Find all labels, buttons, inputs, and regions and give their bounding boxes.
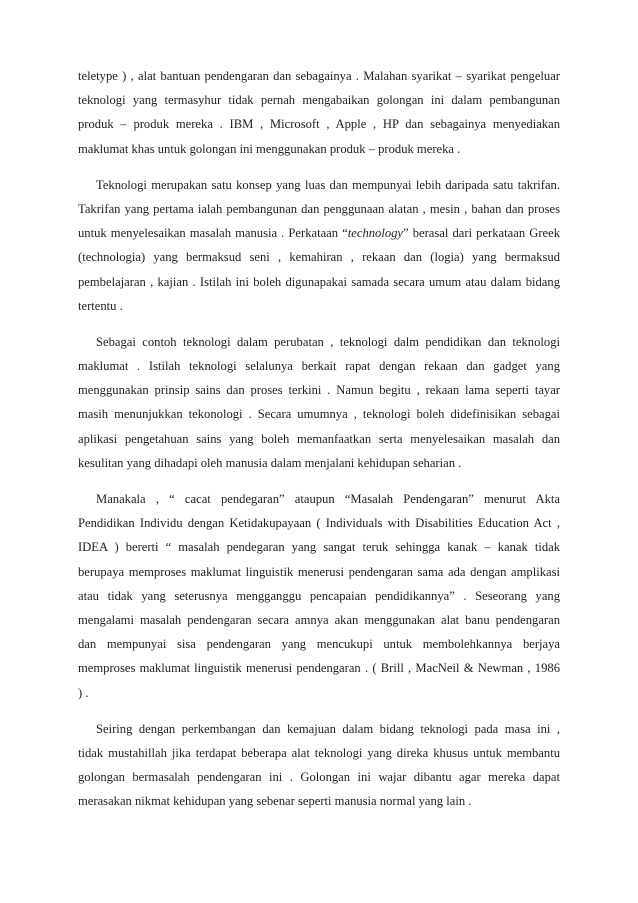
paragraph-line: aplikasi pengetahuan sains yang boleh memanfaatkan serta menyelesaikan masalah dan [78,431,560,446]
paragraph-line: menggunakan prinsip sains dan proses terkini . Namun begitu , rekaan lama seperti tayar [78,383,560,398]
paragraph-line: Seiring dengan perkembangan dan kemajuan dalam bidang teknologi pada masa ini , [96,721,560,736]
paragraph-line: Teknologi merupakan satu konsep yang luas dan mempunyai lebih daripada satu takrifan. [96,177,560,192]
paragraph-line: atau tidak yang seterusnya mengganggu pencapaian pendidikannya” . Seseorang yang [78,588,560,603]
paragraph-line: tidak mustahillah jika terdapat beberapa alat teknologi yang direka khusus untuk membantu [78,745,560,760]
line-text-after: ” berasal dari perkataan Greek [403,226,560,241]
paragraph-line: dan mempunyai sisa pendengaran yang mencukupi untuk membolehkannya berjaya [78,637,560,652]
paragraph-5 [78,717,560,814]
paragraph-line: maklumat . Istilah teknologi selalunya berkait rapat dengan rekaan dan gadget yang [78,359,560,374]
paragraph-line: tertentu . [78,298,123,313]
paragraph-line: maklumat khas untuk golongan ini menggunakan produk – produk mereka . [78,141,461,156]
paragraph-line: teknologi yang termasyhur tidak pernah mengabaikan golongan ini dalam pembangunan [78,93,560,108]
body-text [78,64,560,824]
paragraph-line: produk – produk mereka . IBM , Microsoft , Apple , HP dan sebagainya menyediakan [78,117,560,132]
paragraph-3 [78,330,560,475]
paragraph-line: Manakala , “ cacat pendegaran” ataupun “Masalah Pendengaran” menurut Akta [96,492,560,506]
paragraph-2 [78,173,560,318]
paragraph-line: Sebagai contoh teknologi dalam perubatan , teknologi dalm pendidikan dan teknologi [96,334,560,349]
paragraph-line: berupaya memproses maklumat linguistik menerusi pendengaran sama ada dengan amplikasi [78,564,560,579]
paragraph-line: memproses maklumat linguistik menerusi pendengaran . ( Brill , MacNeil & Newman , 1986 [78,661,560,676]
paragraph-line: pembelajaran , kajian . Istilah ini boleh digunapakai samada secara umum atau dalam bidang [78,274,560,289]
paragraph-line: kesulitan yang dihadapi oleh manusia dalam menjalani kehidupan seharian . [78,455,462,470]
paragraph-line: merasakan nikmat kehidupan yang sebenar seperti manusia normal yang lain . [78,794,472,809]
paragraph-line: ) . [78,685,89,700]
paragraph-4 [78,487,560,705]
paragraph-line [78,221,560,245]
paragraph-line: teletype ) , alat bantuan pendengaran dan sebagainya . Malahan syarikat – syarikat pengeluar [78,69,560,83]
paragraph-line: (technologia) yang bermaksud seni , kemahiran , rekaan dan (logia) yang bermaksud [78,250,560,265]
paragraph-line: mengalami masalah pendengaran secara amnya akan menggunakan alat banu pendengaran [78,612,560,627]
line-text-before: untuk menyelesaikan masalah manusia . Perkataan “ [78,226,348,241]
italic-term: technology [347,226,404,241]
paragraph-1 [78,64,560,161]
paragraph-line: masih menunjukkan tekonologi . Secara umumnya , teknologi boleh didefinisikan sebagai [78,407,560,422]
paragraph-line: Pendidikan Individu dengan Ketidakupayaan ( Individuals with Disabilities Education Act , [78,516,560,531]
paragraph-line: IDEA ) bererti “ masalah pendegaran yang sangat teruk sehingga kanak – kanak tidak [78,540,560,555]
paragraph-line: Takrifan yang pertama ialah pembangunan dan penggunaan alatan , mesin , bahan dan proses [78,201,560,216]
paragraph-line: golongan bermasalah pendengaran ini . Golongan ini wajar dibantu agar mereka dapat [78,770,560,785]
